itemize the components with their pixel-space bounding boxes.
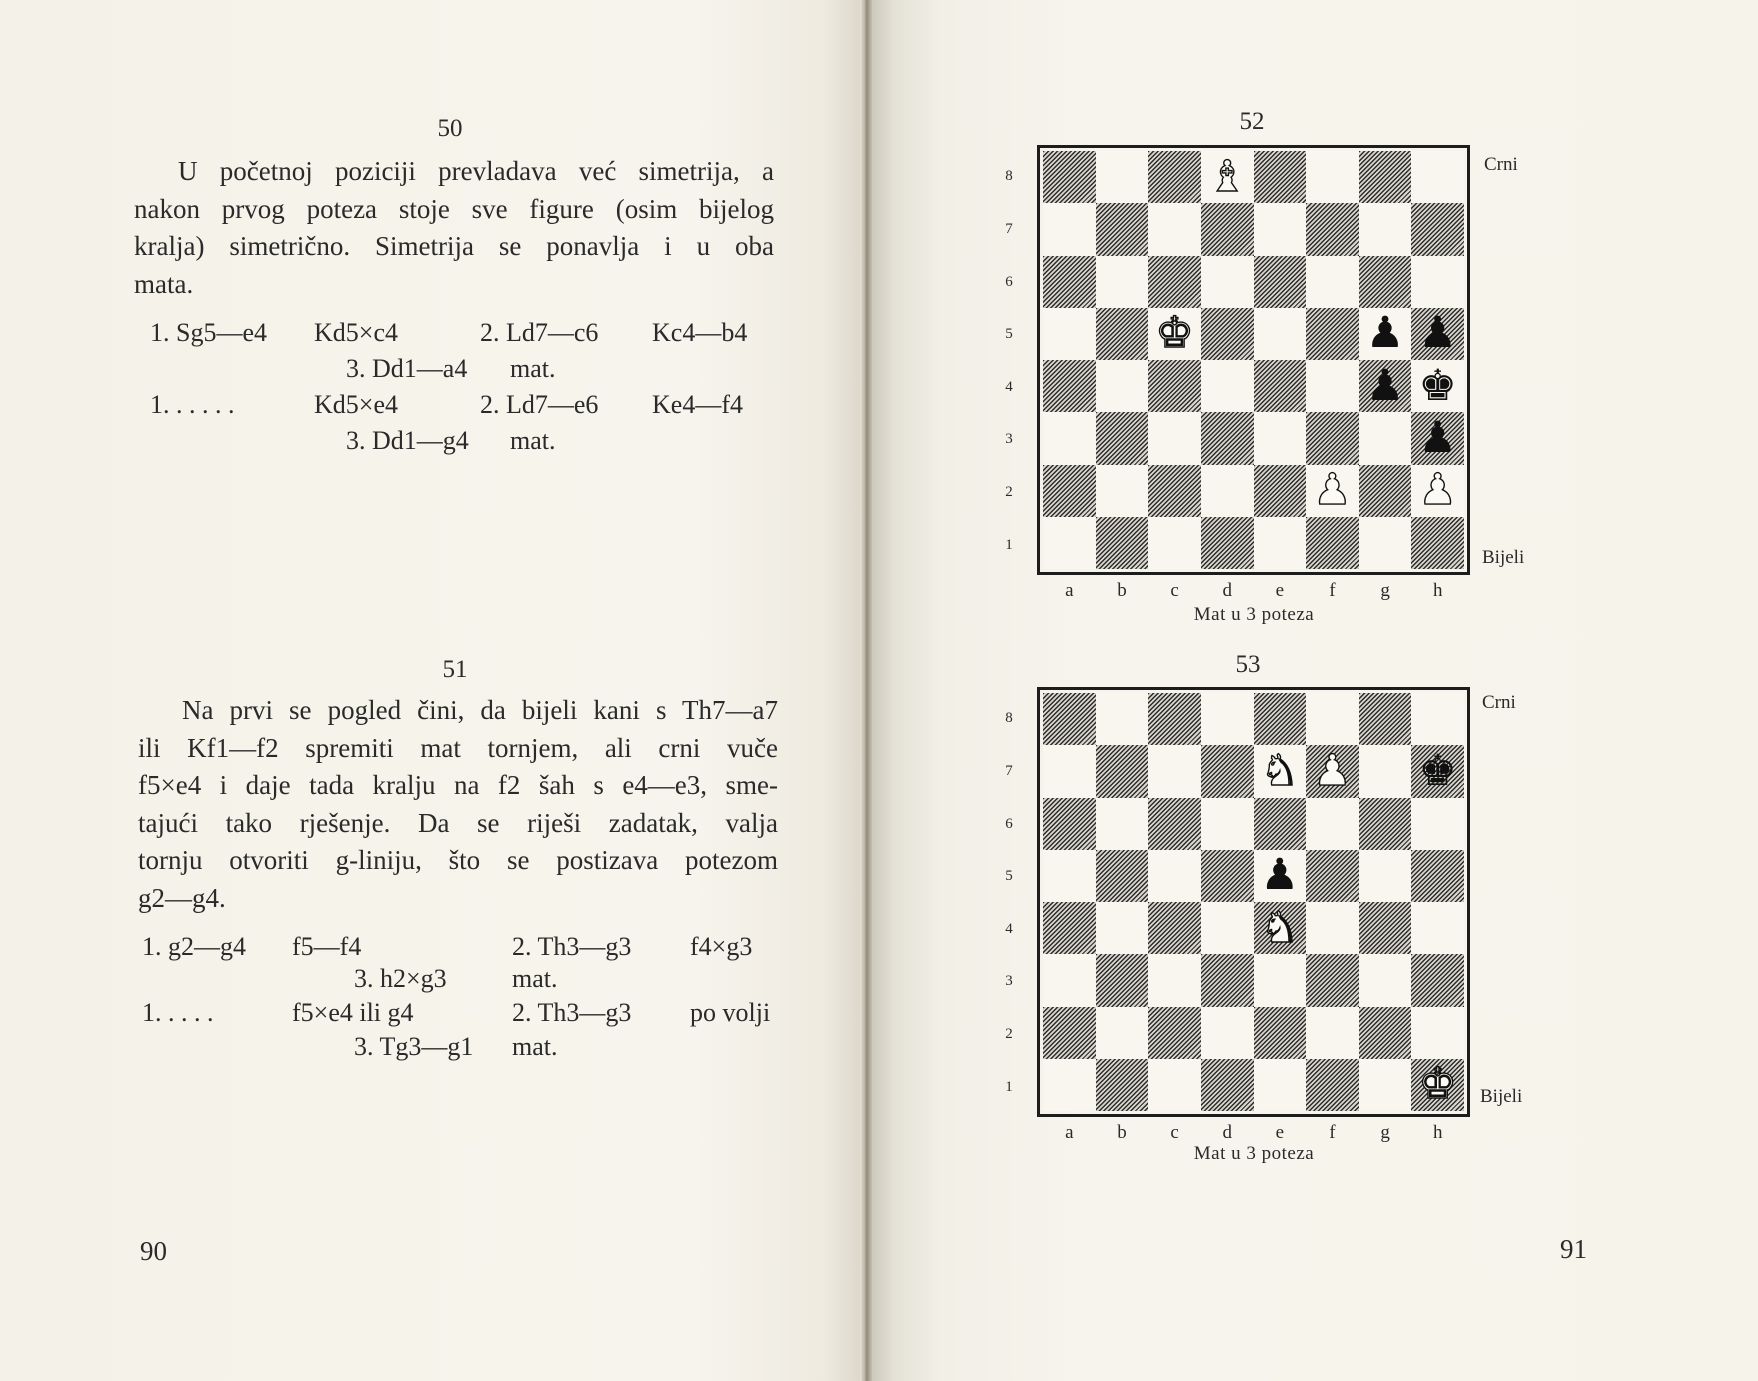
problem-50-text [134, 153, 774, 303]
square-c4 [1148, 902, 1201, 954]
square-c5 [1148, 850, 1201, 902]
square-d8 [1201, 693, 1254, 745]
square-d2 [1201, 1007, 1254, 1059]
square-a7 [1043, 745, 1096, 797]
square-a3 [1043, 954, 1096, 1006]
square-g4 [1359, 360, 1412, 412]
square-g1 [1359, 517, 1412, 569]
file-label: b [1117, 1122, 1127, 1143]
square-g7 [1359, 203, 1412, 255]
rank-label: 3 [1005, 973, 1013, 990]
square-d3 [1201, 954, 1254, 1006]
white-pawn-icon: ♟ [1313, 745, 1352, 796]
rank-label: 5 [1005, 868, 1013, 885]
square-b2 [1096, 465, 1149, 517]
black-move: Kd5×c4 [314, 318, 398, 347]
square-c8 [1148, 151, 1201, 203]
rank-label: 7 [1005, 762, 1013, 779]
square-a4 [1043, 902, 1096, 954]
square-f5 [1306, 850, 1359, 902]
file-label: e [1275, 580, 1285, 601]
white-king-icon: ♚ [1155, 308, 1194, 359]
square-d4 [1201, 360, 1254, 412]
file-label: e [1275, 1122, 1285, 1143]
square-h8 [1411, 693, 1464, 745]
square-f4 [1306, 902, 1359, 954]
diagram-52-number: 52 [1239, 108, 1265, 135]
square-c1 [1148, 1059, 1201, 1111]
square-a5 [1043, 308, 1096, 360]
square-b3 [1096, 412, 1149, 464]
square-b8 [1096, 151, 1149, 203]
rank-label: 2 [1005, 1026, 1013, 1043]
problem-50-number: 50 [437, 115, 463, 142]
square-d5 [1201, 308, 1254, 360]
square-c5 [1148, 308, 1201, 360]
square-h4 [1411, 902, 1464, 954]
black-king-icon: ♚ [1418, 745, 1457, 796]
mate-label: mat. [510, 426, 556, 455]
white-pawn-icon: ♟ [1313, 465, 1352, 516]
rank-label: 1 [1005, 536, 1013, 553]
square-c7 [1148, 745, 1201, 797]
square-e8 [1254, 151, 1307, 203]
square-b6 [1096, 798, 1149, 850]
black-king-icon: ♚ [1418, 360, 1457, 411]
file-label: d [1222, 580, 1232, 601]
square-h1 [1411, 517, 1464, 569]
square-b1 [1096, 1059, 1149, 1111]
square-f7 [1306, 745, 1359, 797]
square-e1 [1254, 517, 1307, 569]
white-move: 2. Th3—g3 [512, 932, 632, 961]
rank-label: 3 [1005, 431, 1013, 448]
square-c3 [1148, 954, 1201, 1006]
square-g5 [1359, 308, 1412, 360]
square-e4 [1254, 902, 1307, 954]
book-spine [860, 0, 872, 1381]
square-d7 [1201, 203, 1254, 255]
move-number: 1. g2—g4 [142, 932, 246, 961]
square-h2 [1411, 465, 1464, 517]
text-line: tajući tako rješenje. Da se riješi zadatak, valja [138, 807, 778, 838]
black-move: f4×g3 [690, 932, 753, 961]
square-c2 [1148, 1007, 1201, 1059]
square-f1 [1306, 1059, 1359, 1111]
rank-label: 6 [1005, 815, 1013, 832]
black-pawn-icon: ♟ [1418, 308, 1457, 359]
move-number: 1. . . . . [142, 998, 214, 1027]
square-a5 [1043, 850, 1096, 902]
black-move: f5—f4 [292, 932, 362, 961]
text-line: kralja) simetrično. Simetrija se ponavlja i u oba [134, 231, 774, 261]
black-pawn-icon: ♟ [1260, 850, 1300, 901]
file-label: h [1432, 1122, 1443, 1143]
move-number: 1. . . . . . [150, 390, 235, 419]
chessboard-53 [1043, 693, 1464, 1111]
black-side-label: Crni [1484, 154, 1518, 175]
square-g3 [1359, 954, 1412, 1006]
rank-label: 4 [1005, 378, 1013, 395]
square-a2 [1043, 465, 1096, 517]
square-e2 [1254, 465, 1307, 517]
square-e6 [1254, 256, 1307, 308]
square-h6 [1411, 256, 1464, 308]
square-d7 [1201, 745, 1254, 797]
square-g3 [1359, 412, 1412, 464]
file-label: d [1222, 1122, 1232, 1143]
square-d6 [1201, 256, 1254, 308]
square-c6 [1148, 798, 1201, 850]
square-d3 [1201, 412, 1254, 464]
square-f2 [1306, 1007, 1359, 1059]
white-move: 3. Dd1—a4 [346, 354, 468, 383]
square-g5 [1359, 850, 1412, 902]
square-a8 [1043, 693, 1096, 745]
square-h8 [1411, 151, 1464, 203]
square-c3 [1148, 412, 1201, 464]
white-move: 2. Ld7—c6 [480, 318, 599, 347]
square-e5 [1254, 308, 1307, 360]
black-move: Kd5×e4 [314, 390, 398, 419]
square-g2 [1359, 1007, 1412, 1059]
square-b5 [1096, 308, 1149, 360]
square-g4 [1359, 902, 1412, 954]
square-a7 [1043, 203, 1096, 255]
text-line: g2—g4. [138, 882, 226, 913]
square-g6 [1359, 256, 1412, 308]
white-move: 2. Th3—g3 [512, 998, 632, 1027]
black-move: po volji [690, 998, 771, 1027]
square-b3 [1096, 954, 1149, 1006]
square-h5 [1411, 850, 1464, 902]
square-e5 [1254, 850, 1307, 902]
square-c2 [1148, 465, 1201, 517]
chessboard-52 [1043, 151, 1464, 569]
rank-label: 5 [1005, 326, 1013, 343]
square-b7 [1096, 203, 1149, 255]
square-c4 [1148, 360, 1201, 412]
square-h3 [1411, 412, 1464, 464]
square-g8 [1359, 151, 1412, 203]
text-line: ili Kf1—f2 spremiti mat tornjem, ali crni vuče [138, 732, 778, 763]
square-f3 [1306, 954, 1359, 1006]
square-c7 [1148, 203, 1201, 255]
white-move: 3. Dd1—g4 [346, 426, 469, 455]
text-line: tornju otvoriti g-liniju, što se postizava potezom [138, 845, 778, 875]
square-f8 [1306, 693, 1359, 745]
rank-label: 7 [1005, 220, 1013, 237]
square-e4 [1254, 360, 1307, 412]
text-line: Na prvi se pogled čini, da bijeli kani s Th7—a7 [182, 695, 778, 725]
black-pawn-icon: ♟ [1365, 360, 1405, 411]
text-line: mata. [134, 268, 194, 299]
square-a8 [1043, 151, 1096, 203]
square-a3 [1043, 412, 1096, 464]
square-f3 [1306, 412, 1359, 464]
square-b6 [1096, 256, 1149, 308]
page-number-left: 90 [140, 1236, 167, 1266]
square-d4 [1201, 902, 1254, 954]
rank-label: 1 [1005, 1078, 1013, 1095]
text-line: nakon prvog poteza stoje sve figure (osim bijelog [134, 193, 774, 224]
file-label: b [1117, 580, 1127, 601]
white-side-label: Bijeli [1482, 547, 1525, 568]
file-label: c [1170, 1122, 1179, 1143]
file-label: f [1329, 1122, 1336, 1143]
square-a1 [1043, 517, 1096, 569]
mate-label: mat. [510, 354, 556, 383]
file-label: a [1065, 1122, 1074, 1143]
square-g1 [1359, 1059, 1412, 1111]
square-e7 [1254, 203, 1307, 255]
rank-label: 4 [1005, 920, 1013, 937]
text-line: f5×e4 i daje tada kralju na f2 šah s e4—e3, sme- [138, 770, 778, 800]
square-e6 [1254, 798, 1307, 850]
white-pawn-icon: ♟ [1418, 465, 1457, 516]
square-g7 [1359, 745, 1412, 797]
square-d1 [1201, 1059, 1254, 1111]
square-e2 [1254, 1007, 1307, 1059]
square-d2 [1201, 465, 1254, 517]
square-b2 [1096, 1007, 1149, 1059]
black-side-label: Crni [1482, 692, 1516, 713]
square-c6 [1148, 256, 1201, 308]
file-label: g [1380, 580, 1390, 601]
white-knight-icon: ♞ [1260, 902, 1300, 953]
black-pawn-icon: ♟ [1418, 412, 1457, 463]
square-g8 [1359, 693, 1412, 745]
black-pawn-icon: ♟ [1365, 308, 1405, 359]
square-e3 [1254, 412, 1307, 464]
square-c1 [1148, 517, 1201, 569]
square-b4 [1096, 360, 1149, 412]
white-side-label: Bijeli [1480, 1086, 1523, 1107]
square-b7 [1096, 745, 1149, 797]
square-a1 [1043, 1059, 1096, 1111]
square-f7 [1306, 203, 1359, 255]
file-label: a [1065, 580, 1074, 601]
square-f1 [1306, 517, 1359, 569]
square-f6 [1306, 256, 1359, 308]
square-d5 [1201, 850, 1254, 902]
white-knight-icon: ♞ [1260, 745, 1300, 796]
rank-label: 8 [1005, 710, 1013, 727]
square-e1 [1254, 1059, 1307, 1111]
white-move: 3. Tg3—g1 [354, 1032, 474, 1061]
text-line: U početnoj poziciji prevladava već simetrija, a [178, 156, 774, 186]
file-label: g [1380, 1122, 1390, 1143]
white-king-icon: ♚ [1418, 1059, 1457, 1110]
square-e8 [1254, 693, 1307, 745]
diagram-52-caption: Mat u 3 poteza [1193, 604, 1315, 625]
square-b8 [1096, 693, 1149, 745]
square-h2 [1411, 1007, 1464, 1059]
file-label: f [1329, 580, 1336, 601]
problem-51-number: 51 [442, 656, 468, 683]
square-e3 [1254, 954, 1307, 1006]
diagram-53-number: 53 [1235, 651, 1261, 678]
rank-label: 8 [1005, 168, 1013, 185]
square-e7 [1254, 745, 1307, 797]
square-h1 [1411, 1059, 1464, 1111]
move-number: 1. Sg5—e4 [150, 318, 267, 347]
white-move: 2. Ld7—e6 [480, 390, 599, 419]
square-f2 [1306, 465, 1359, 517]
square-a6 [1043, 798, 1096, 850]
file-label: c [1170, 580, 1179, 601]
square-h6 [1411, 798, 1464, 850]
mate-label: mat. [512, 1032, 558, 1061]
file-label: h [1432, 580, 1443, 601]
square-g2 [1359, 465, 1412, 517]
square-h4 [1411, 360, 1464, 412]
mate-label: mat. [512, 964, 558, 993]
square-b4 [1096, 902, 1149, 954]
rank-label: 6 [1005, 273, 1013, 290]
square-h5 [1411, 308, 1464, 360]
square-f5 [1306, 308, 1359, 360]
square-c8 [1148, 693, 1201, 745]
square-b1 [1096, 517, 1149, 569]
square-a6 [1043, 256, 1096, 308]
square-f8 [1306, 151, 1359, 203]
problem-51-text [138, 692, 778, 917]
square-b5 [1096, 850, 1149, 902]
square-h7 [1411, 745, 1464, 797]
black-move: Kc4—b4 [652, 318, 748, 347]
white-move: 3. h2×g3 [354, 964, 447, 993]
square-d6 [1201, 798, 1254, 850]
rank-label: 2 [1005, 484, 1013, 501]
page-number-right: 91 [1560, 1234, 1587, 1264]
black-move: Ke4—f4 [652, 390, 743, 419]
square-h7 [1411, 203, 1464, 255]
white-bishop-icon: ♝ [1207, 151, 1247, 202]
square-g6 [1359, 798, 1412, 850]
square-h3 [1411, 954, 1464, 1006]
black-move: f5×e4 ili g4 [292, 998, 414, 1027]
square-a4 [1043, 360, 1096, 412]
square-d1 [1201, 517, 1254, 569]
diagram-53-caption: Mat u 3 poteza [1193, 1143, 1315, 1164]
square-a2 [1043, 1007, 1096, 1059]
square-f4 [1306, 360, 1359, 412]
square-d8 [1201, 151, 1254, 203]
square-f6 [1306, 798, 1359, 850]
